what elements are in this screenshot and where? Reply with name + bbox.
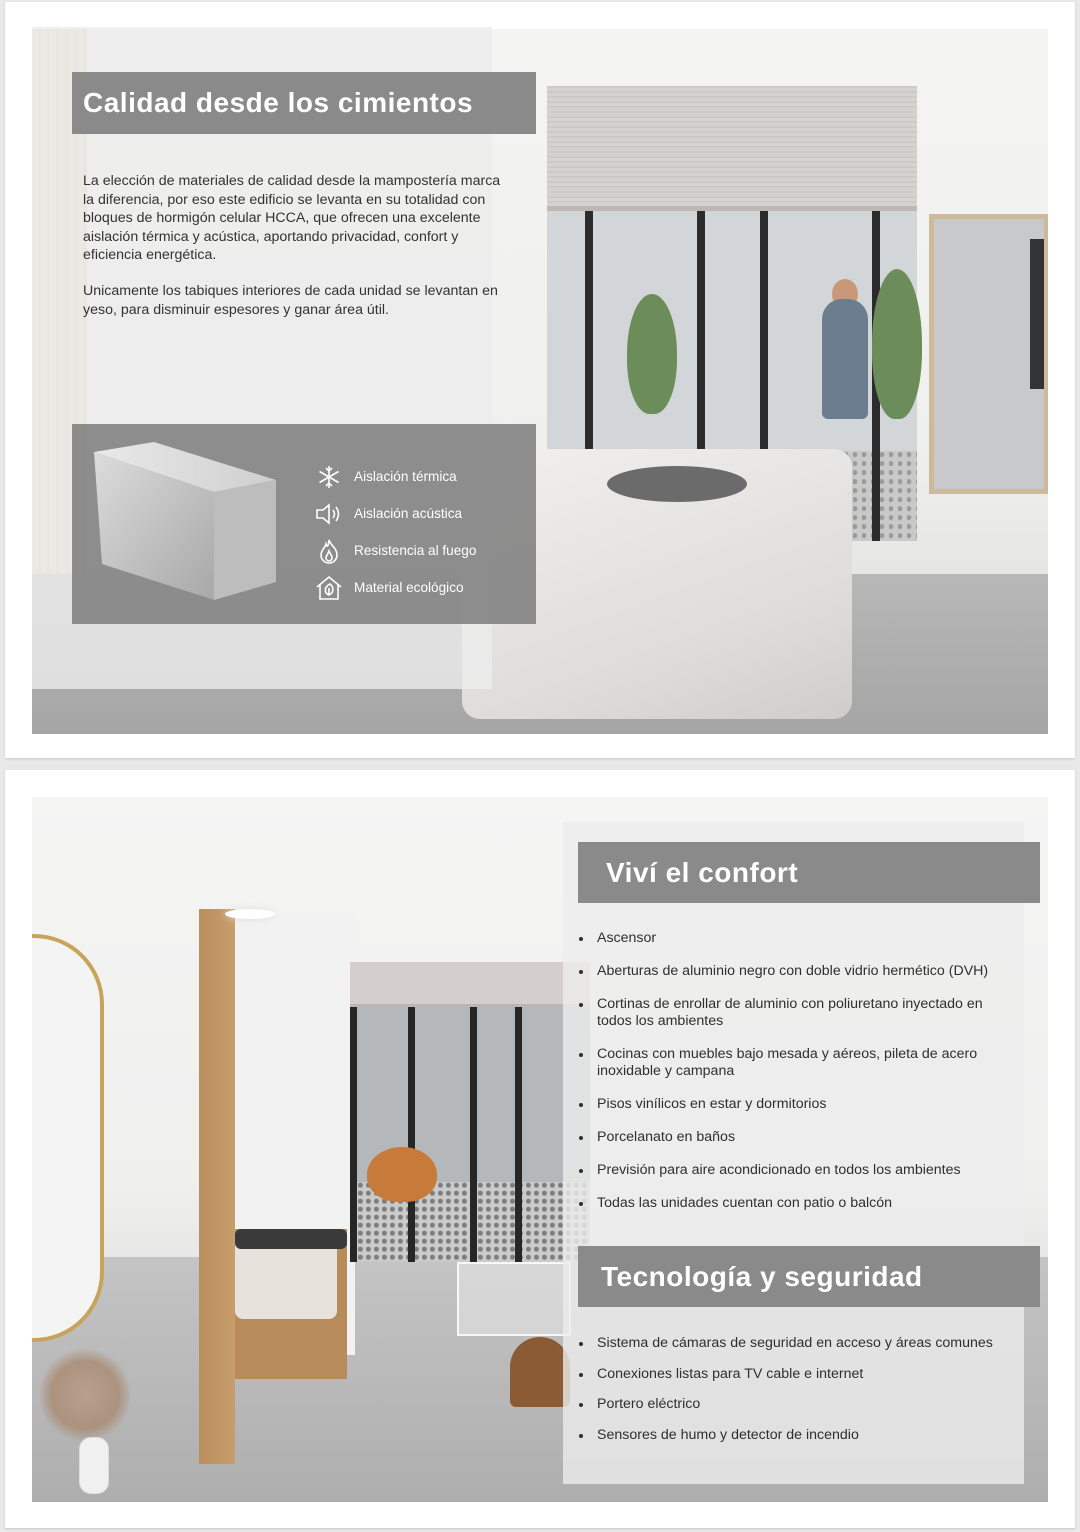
- list-item: Sensores de humo y detector de incendio: [576, 1427, 1016, 1444]
- list-item: Cocinas con muebles bajo mesada y aéreos, pileta de acero inoxidable y campana: [576, 1046, 1016, 1080]
- wall-mirror: [929, 214, 1048, 494]
- glass-table: [457, 1262, 571, 1336]
- list-item: Ascensor: [576, 930, 1016, 947]
- list-item: Todas las unidades cuentan con patio o balcón: [576, 1195, 1016, 1212]
- feature-thermal: [314, 458, 476, 495]
- list-item: Portero eléctrico: [576, 1396, 1016, 1413]
- patio-plant: [872, 269, 922, 419]
- feature-label: Material ecológico: [354, 580, 464, 595]
- list-item: Cortinas de enrollar de aluminio con poliuretano inyectado en todos los ambientes: [576, 996, 1016, 1030]
- potted-plant: [627, 294, 677, 414]
- feature-eco: [314, 569, 476, 606]
- list-item: Sistema de cámaras de seguridad en acceso y áreas comunes: [576, 1335, 1016, 1352]
- oval-mirror: [32, 934, 104, 1342]
- brochure-page-comfort: [5, 770, 1075, 1528]
- list-item: Previsión para aire acondicionado en todos los ambientes: [576, 1162, 1016, 1179]
- list-item: Aberturas de aluminio negro con doble vidrio hermético (DVH): [576, 963, 1016, 980]
- features-panel: [72, 424, 536, 624]
- comfort-title: Viví el confort: [578, 842, 1040, 903]
- feature-list: [314, 458, 476, 606]
- ceiling-light: [225, 909, 275, 919]
- feature-label: Aislación acústica: [354, 506, 463, 521]
- tech-title: Tecnología y seguridad: [578, 1246, 1040, 1307]
- wood-column: [199, 909, 235, 1464]
- feature-label: Resistencia al fuego: [354, 543, 477, 558]
- person-seated: [822, 299, 868, 419]
- vase: [79, 1437, 109, 1494]
- list-item: Pisos vinílicos en estar y dormitorios: [576, 1096, 1016, 1113]
- patio-window: [350, 1007, 590, 1262]
- wooden-stool: [510, 1337, 570, 1407]
- intro-paragraph: La elección de materiales de calidad desde la mampostería marca la diferencia, por eso este edificio se levanta en su totalidad con bloques de hormigón celular HCCA, que ofrecen una excelente aislación térmica y acústica, aportando privacidad, confort y eficiencia energética.: [83, 173, 501, 263]
- roller-blind: [547, 86, 917, 211]
- butterfly-chair: [367, 1147, 437, 1202]
- list-item: Conexiones listas para TV cable e internet: [576, 1366, 1016, 1383]
- partition-paragraph: Unicamente los tabiques interiores de cada unidad se levantan en yeso, para disminuir espesores y ganar área útil.: [83, 283, 498, 318]
- snowflake-icon: [314, 463, 344, 491]
- feature-fire: [314, 532, 476, 569]
- comfort-list: [576, 930, 1016, 1228]
- tech-list: [576, 1335, 1016, 1457]
- roller-blind: [350, 962, 590, 1008]
- concrete-block-image: [94, 442, 279, 602]
- pampas-grass: [40, 1345, 130, 1445]
- eco-house-icon: [314, 574, 344, 602]
- knit-throw: [607, 466, 747, 502]
- feature-label: Aislación térmica: [354, 469, 457, 484]
- page-title: Calidad desde los cimientos: [72, 72, 536, 134]
- flame-icon: [314, 537, 344, 565]
- bed: [235, 1229, 347, 1379]
- speaker-icon: [314, 500, 344, 528]
- list-item: Porcelanato en baños: [576, 1129, 1016, 1146]
- feature-acoustic: [314, 495, 476, 532]
- brochure-page-quality: [5, 2, 1075, 758]
